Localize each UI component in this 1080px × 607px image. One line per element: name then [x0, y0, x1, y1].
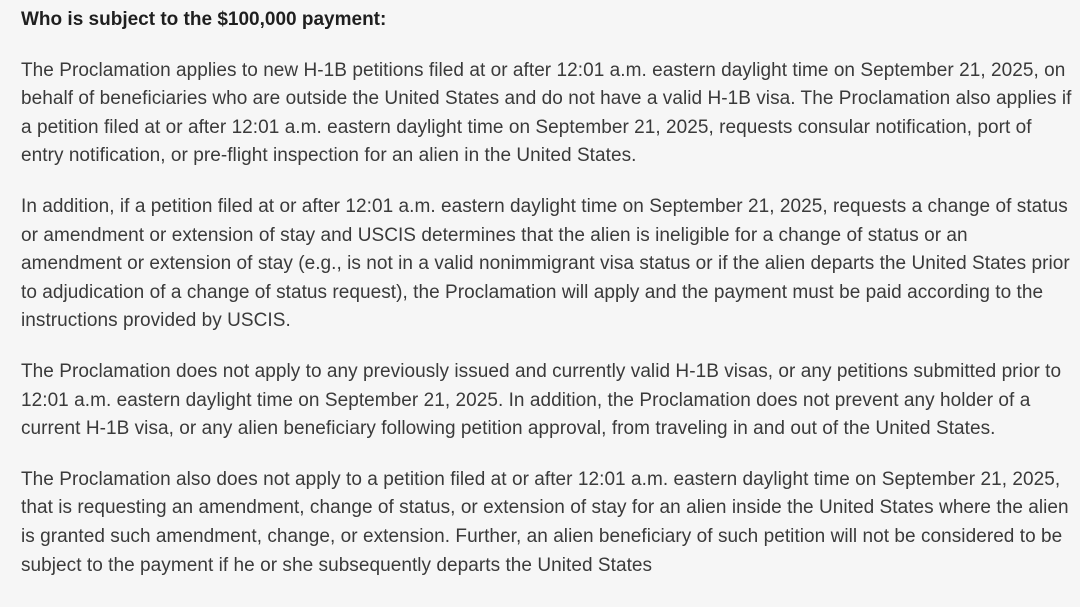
- paragraph-amendments: The Proclamation also does not apply to a petition filed at or after 12:01 a.m. eastern daylight time on September 21, 2025, that is requesting an amendment, change of status, or extension of stay for an alien inside the United States where the alien is granted such amendment, change, or extension. Further, an alien beneficiary of such petition will not be considered to be subject to the payment if he or she subsequently departs the United States: [21, 468, 1069, 576]
- paragraph-applicability: The Proclamation applies to new H-1B petitions filed at or after 12:01 a.m. eastern daylight time on September 21, 2025, on behalf of beneficiaries who are outside the United States and do not have a valid H-1B visa. The Proclamation also applies if a petition filed at or after 12:01 a.m. eastern daylight time on September 21, 2025, requests consular notification, port of entry notification, or pre-flight inspection for an alien in the United States.: [21, 59, 1072, 167]
- paragraph-change-of-status: In addition, if a petition filed at or after 12:01 a.m. eastern daylight time on September 21, 2025, requests a change of status or amendment or extension of stay and USCIS determines that the alien is ineligible for a change of status or an amendment or extension of stay (e.g., is not in a valid nonimmigrant visa status or if the alien departs the United States prior to adjudication of a change of status request), the Proclamation will apply and the payment must be paid according to the instructions provided by USCIS.: [21, 195, 1070, 332]
- document-content: [21, 6, 1073, 580]
- section-heading: Who is subject to the $100,000 payment:: [21, 9, 387, 30]
- paragraph-exemptions: The Proclamation does not apply to any previously issued and currently valid H-1B visas, or any petitions submitted prior to 12:01 a.m. eastern daylight time on September 21, 2025. In addition, the Proclamation does not prevent any holder of a current H-1B visa, or any alien beneficiary following petition approval, from traveling in and out of the United States.: [21, 360, 1062, 440]
